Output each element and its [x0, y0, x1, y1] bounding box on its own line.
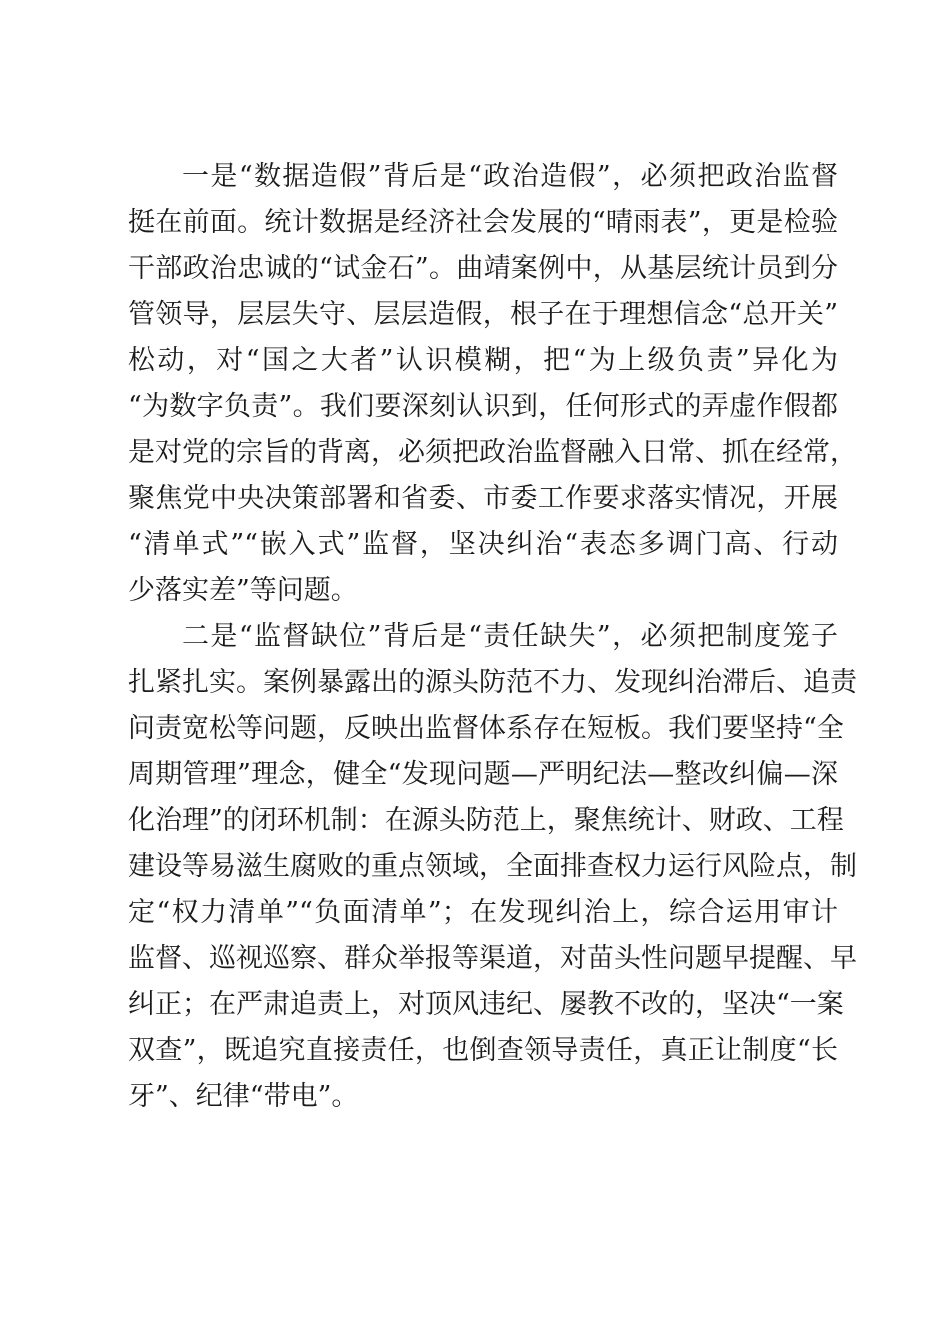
paragraph-line: 建设等易滋生腐败的重点领域，全面排查权力运行风险点，制 — [128, 851, 857, 882]
paragraph-line: 牙”、纪律“带电”。 — [128, 1081, 359, 1112]
paragraph-line: 纠正；在严肃追责上，对顶风违纪、屡教不改的，坚决“一案 — [128, 989, 844, 1020]
paragraph-line: 管领导，层层失守、层层造假，根子在于理想信念“总开关” — [128, 299, 838, 330]
paragraph-line: 干部政治忠诚的“试金石”。曲靖案例中，从基层统计员到分 — [128, 253, 838, 284]
paragraph-2 — [128, 614, 857, 1120]
paragraph-line: 聚焦党中央决策部署和省委、市委工作要求落实情况，开展 — [128, 483, 838, 514]
paragraph-line: 一是“数据造假”背后是“政治造假”，必须把政治监督 — [182, 161, 838, 192]
document-body — [128, 154, 857, 1120]
paragraph-line: 化治理”的闭环机制：在源头防范上，聚焦统计、财政、工程 — [128, 805, 844, 836]
paragraph-line: 松动，对“国之大者”认识模糊，把“为上级负责”异化为 — [128, 345, 838, 376]
paragraph-line: 扎紧扎实。案例暴露出的源头防范不力、发现纠治滞后、追责 — [128, 667, 857, 698]
paragraph-line: 监督、巡视巡察、群众举报等渠道，对苗头性问题早提醒、早 — [128, 943, 857, 974]
paragraph-line: 周期管理”理念，健全“发现问题—严明纪法—整改纠偏—深 — [128, 759, 838, 790]
paragraph-line: 挺在前面。统计数据是经济社会发展的“晴雨表”，更是检验 — [128, 207, 838, 238]
paragraph-line: 问责宽松等问题，反映出监督体系存在短板。我们要坚持“全 — [128, 713, 844, 744]
paragraph-line: 定“权力清单”“负面清单”；在发现纠治上，综合运用审计 — [128, 897, 838, 928]
paragraph-line: 双查”，既追究直接责任，也倒查领导责任，真正让制度“长 — [128, 1035, 838, 1066]
paragraph-1 — [128, 154, 857, 614]
paragraph-line: 少落实差”等问题。 — [128, 575, 358, 606]
paragraph-line: 二是“监督缺位”背后是“责任缺失”，必须把制度笼子 — [182, 621, 838, 652]
paragraph-line: “清单式”“嵌入式”监督，坚决纠治“表态多调门高、行动 — [128, 529, 838, 560]
paragraph-line: “为数字负责”。我们要深刻认识到，任何形式的弄虚作假都 — [128, 391, 838, 422]
paragraph-line: 是对党的宗旨的背离，必须把政治监督融入日常、抓在经常， — [128, 437, 857, 468]
